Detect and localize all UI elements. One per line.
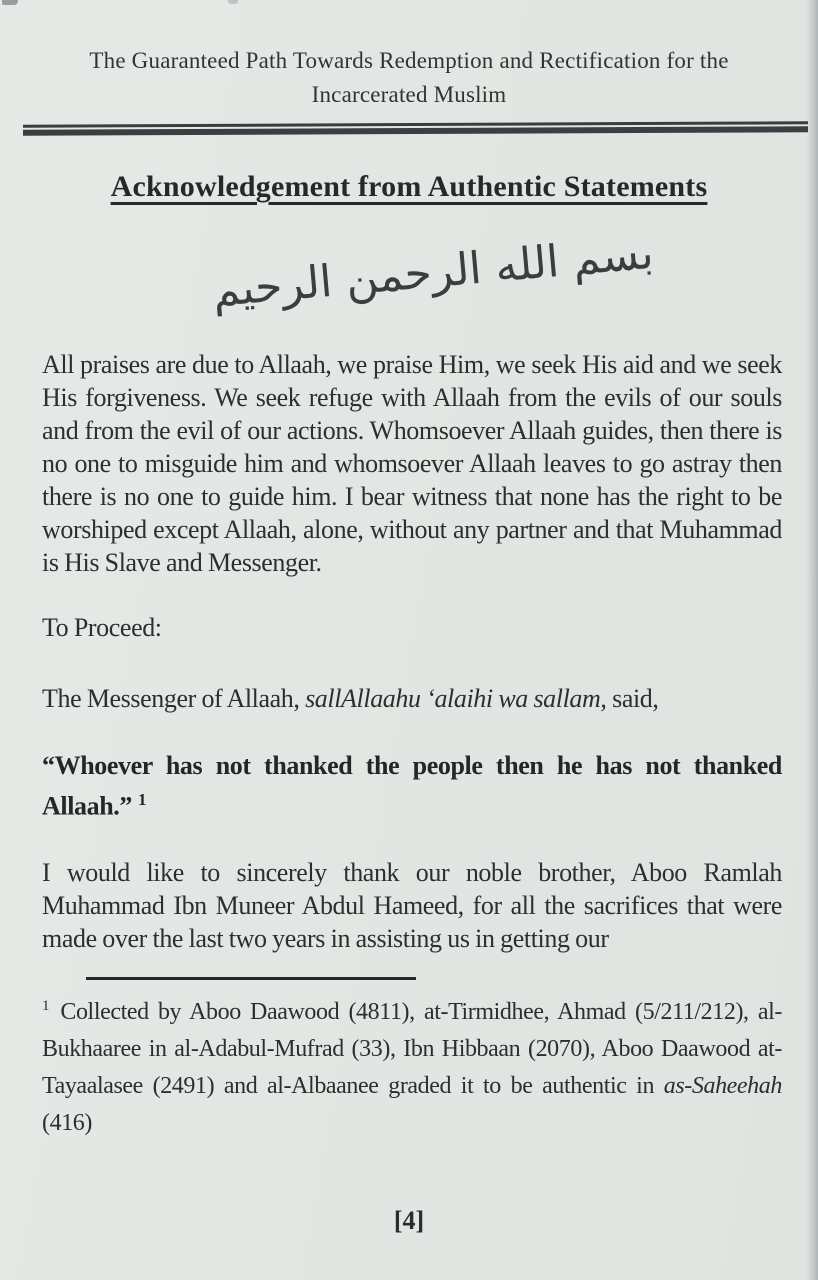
footnote-reference: 1 <box>137 790 147 809</box>
honorific-phrase: sallAllaahu ‘alaihi wa sallam <box>305 684 601 713</box>
messenger-line <box>42 682 782 715</box>
messenger-line-post: , said, <box>600 684 659 713</box>
page-body <box>0 348 818 1142</box>
hadith-quote <box>42 749 782 824</box>
thanks-paragraph: I would like to sincerely thank our noble brother, Aboo Ramlah Muhammad Ibn Muneer Abdul Hameed, for all the sacrifices that were made over the last two years in assisting us in getting our <box>42 857 782 953</box>
footnote <box>42 988 782 1142</box>
footnote-marker: 1 <box>42 997 50 1014</box>
running-header: The Guaranteed Path Towards Redemption and Rectification for the Incarcerated Muslim <box>89 48 729 107</box>
to-proceed-line: To Proceed: <box>42 613 162 642</box>
section-title: Acknowledgement from Authentic Statements <box>110 170 708 203</box>
scan-artifact <box>228 0 238 4</box>
scan-artifact <box>2 0 18 5</box>
header-rule <box>23 121 808 135</box>
khutbah-paragraph: All praises are due to Allaah, we praise Him, we seek His aid and we seek His forgiveness. We seek refuge with Allaah from the evils of our souls and from the evil of our actions. Whomsoever Allaah guides, then there is no one to misguide him and whomsoever Allaah leaves to go astray then there is no one to guide him. I bear witness that none has the right to be worshiped except Allaah, alone, without any partner and that Muhammad is His Slave and Messenger. <box>42 350 782 577</box>
page-number: [4] <box>393 1206 425 1235</box>
footnote-text: Collected by Aboo Daawood (4811), at-Tirmidhee, Ahmad (5/211/212), al-Bukhaaree in al-Adabul-Mufrad (33), Ibn Hibbaan (2070), Aboo Daawood at-Tayaalasee (2491) and al-Albaanee graded it to be authentic in <box>42 998 782 1099</box>
footnote-text-tail: (416) <box>42 1109 92 1136</box>
hadith-quote-text: “Whoever has not thanked the people then he has not thanked Allaah.” <box>42 751 782 821</box>
basmala-calligraphy: بسم الله الرحمن الرحيم <box>210 227 656 318</box>
footnote-work-title: as-Saheehah <box>663 1072 782 1099</box>
messenger-line-pre: The Messenger of Allaah, <box>42 684 306 713</box>
footnote-separator <box>86 977 416 980</box>
